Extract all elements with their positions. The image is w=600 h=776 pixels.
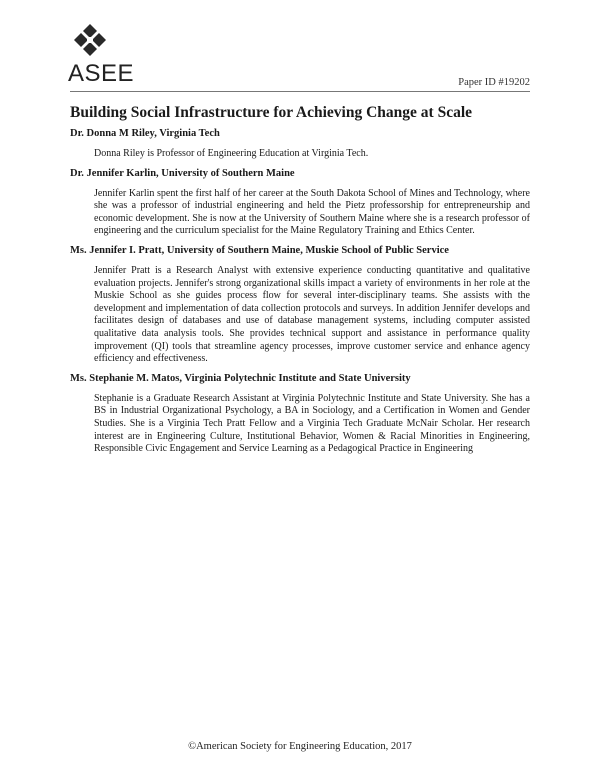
paper-id: Paper ID #19202 — [458, 77, 530, 88]
asee-logo-mark-icon — [68, 22, 130, 62]
author-name: Ms. Jennifer I. Pratt, University of Southern Maine, Muskie School of Public Service — [70, 244, 449, 256]
author-name: Ms. Stephanie M. Matos, Virginia Polytechnic Institute and State University — [70, 372, 411, 384]
logo-wordmark: ASEE — [68, 60, 135, 87]
author-entry — [70, 244, 530, 366]
copyright-footer: ©American Society for Engineering Education, 2017 — [188, 741, 412, 752]
author-entry — [70, 167, 530, 238]
author-bio: Stephanie is a Graduate Research Assistant at Virginia Polytechnic Institute and State University. She has a BS in Industrial Organizational Psychology, a BA in Sociology, and a Certification in Women and Gender Studies. She is a Virginia Tech Pratt Fellow and a Virginia Tech Graduate McNair Scholar. Her research interest are in Engineering Culture, Institutional Behavior, Women & Racial Minorities in Engineering, Responsible Civic Engagement and Service Learning as a Pedagogical Practice in Engineering — [94, 392, 530, 455]
author-entry — [70, 127, 530, 161]
author-bio: Jennifer Pratt is a Research Analyst with extensive experience conducting quantitative and qualitative evaluation projects. Jennifer's strong organizational skills impact a variety of environments in her role at the Muskie School as she guides process flow for several inter-disciplinary teams. She assists with the development and implementation of data collection protocols and surveys. In addition Jennifer develops and facilitates design of databases and use of database management systems, including computer assisted qualitative data analysis tools. She provides technical support and assistance in performance quality improvement (QI) tools that streamline agency processes, improve customer service and enhance agency efficiency and effectiveness. — [94, 264, 530, 365]
header-divider — [70, 91, 530, 92]
author-name: Dr. Jennifer Karlin, University of Southern Maine — [70, 167, 295, 179]
author-entry — [70, 372, 530, 456]
author-list — [70, 127, 530, 462]
paper-title: Building Social Infrastructure for Achieving Change at Scale — [70, 104, 473, 121]
author-name: Dr. Donna M Riley, Virginia Tech — [70, 128, 220, 139]
author-bio: Donna Riley is Professor of Engineering Education at Virginia Tech. — [94, 148, 369, 159]
author-bio: Jennifer Karlin spent the first half of her career at the South Dakota School of Mines and Technology, where she was a professor of industrial engineering and held the Pietz professorship for entrepreneurship and economic development. She is now at the University of Southern Maine where she is a research professor of engineering and the curriculum specialist for the Maine Regulatory Training and Ethics Center. — [94, 187, 530, 237]
